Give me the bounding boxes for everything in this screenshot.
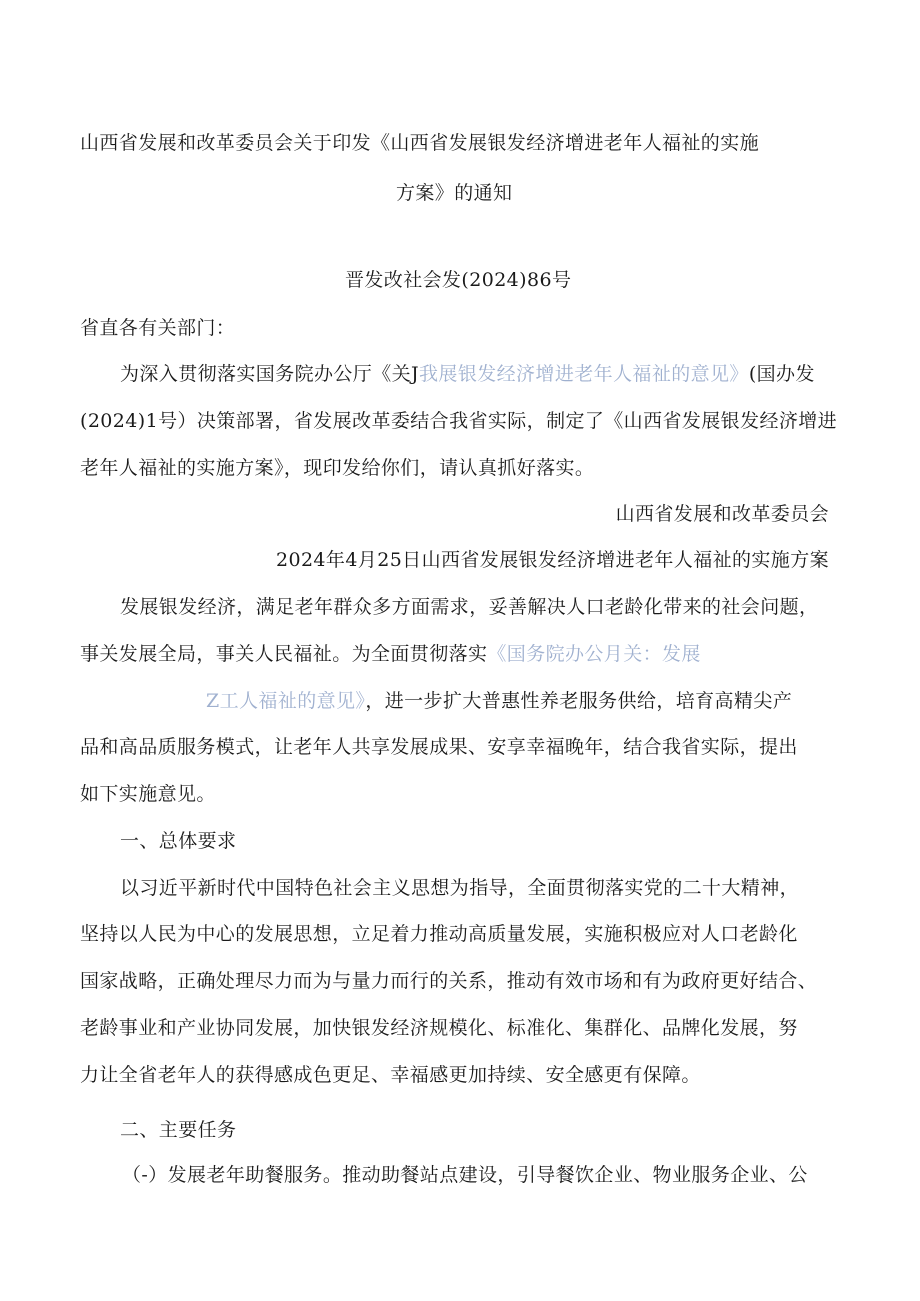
date-and-plan-title: 2024年4月25日山西省发展银发经济增进老年人福祉的实施方案	[275, 549, 829, 571]
para1-line-2	[80, 642, 701, 666]
para1-text: ，进一步扩大普惠性养老服务供给，培育高精尖产	[365, 690, 793, 712]
section1-line-1: 以习近平新时代中国特色社会主义思想为指导，全面贯彻落实党的二十大精神，	[120, 877, 800, 899]
section2-item-1: （-）发展老年助餐服务。推动助餐站点建设，引导餐饮企业、物业服务企业、公	[122, 1164, 808, 1186]
intro-line-3: 老年人福祉的实施方案》，现印发给你们，请认真抓好落实。	[80, 457, 595, 479]
document-number: 晋发改社会发(2024)86号	[345, 269, 572, 291]
intro-line-2: (2024)1号）决策部署，省发展改革委结合我省实际，制定了《山西省发展银发经济增进	[80, 410, 838, 432]
intro-text: (国办发	[748, 363, 815, 385]
signature: 山西省发展和改革委员会	[615, 503, 829, 525]
policy-link[interactable]: Z工人福祉的意见》	[206, 690, 366, 712]
para1-line-5: 如下实施意见。	[80, 783, 216, 805]
title-line-1: 山西省发展和改革委员会关于印发《山西省发展银发经济增进老年人福祉的实施	[80, 132, 760, 154]
para1-line-4: 品和高品质服务模式，让老年人共享发展成果、安享幸福晚年，结合我省实际，提出	[80, 736, 798, 758]
section2-heading: 二、主要任务	[120, 1119, 237, 1141]
para1-line-3	[206, 689, 792, 713]
section1-heading: 一、总体要求	[120, 830, 237, 852]
title-line-2: 方案》的通知	[396, 182, 513, 204]
addressee: 省直各有关部门：	[80, 317, 236, 339]
intro-line-1	[120, 362, 815, 386]
policy-link[interactable]: 我展银发经济增进老年人福祉的意见》	[419, 363, 749, 385]
section1-line-4: 老龄事业和产业协同发展，加快银发经济规模化、标准化、集群化、品牌化发展，努	[80, 1017, 798, 1039]
para1-line-1: 发展银发经济，满足老年群众多方面需求，妥善解决人口老龄化带来的社会问题，	[120, 596, 819, 618]
section1-line-5: 力让全省老年人的获得感成色更足、幸福感更加持续、安全感更有保障。	[80, 1064, 701, 1086]
section1-line-3: 国家战略，正确处理尽力而为与量力而行的关系，推动有效市场和有为政府更好结合、	[80, 970, 818, 992]
intro-text: 为深入贯彻落实国务院办公厅《关J	[120, 363, 420, 385]
para1-text: 事关发展全局，事关人民福祉。为全面贯彻落实	[80, 643, 488, 665]
section1-line-2: 坚持以人民为中心的发展思想，立足着力推动高质量发展，实施积极应对人口老龄化	[80, 923, 798, 945]
policy-link[interactable]: 《国务院办公月关：发展	[487, 643, 701, 665]
